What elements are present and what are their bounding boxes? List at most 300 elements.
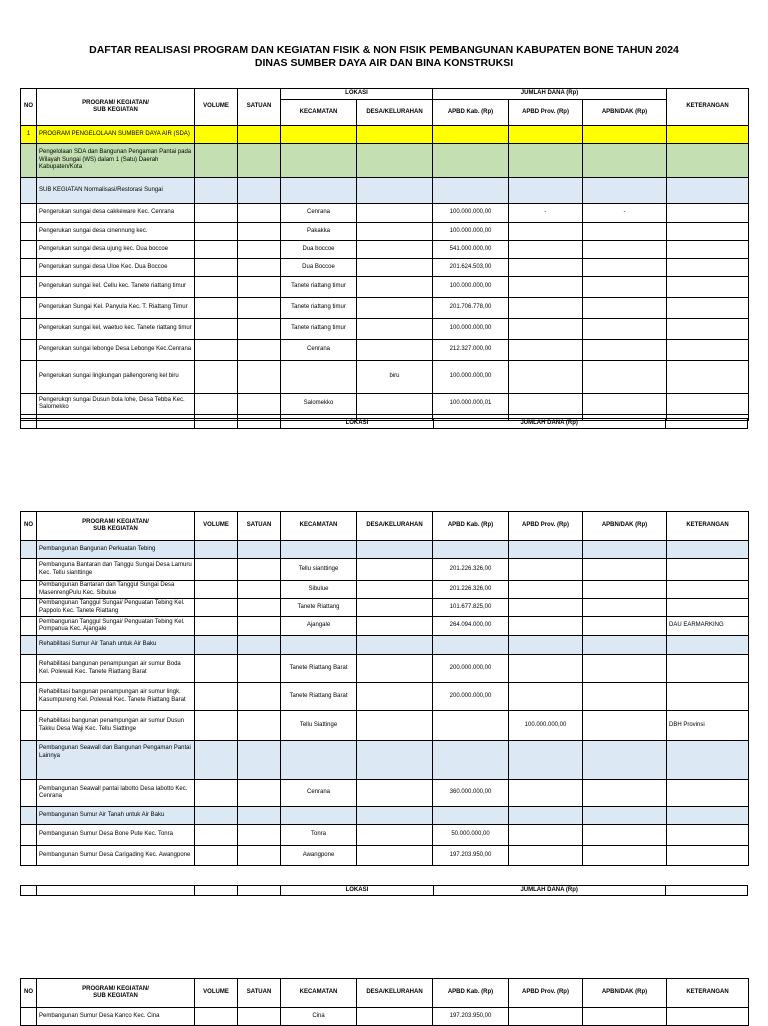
volume-cell	[195, 541, 238, 559]
row-number-cell	[21, 846, 37, 866]
desa-cell	[357, 780, 433, 807]
program-cell: Pembangunan Sumur Desa Bone Pute Kec. Tonra	[37, 825, 195, 846]
keterangan-cell	[667, 319, 749, 340]
keterangan-cell	[667, 780, 749, 807]
keterangan-cell	[667, 599, 749, 617]
kecamatan-cell: Tanete Riattang Barat	[281, 683, 357, 711]
col-header-no: NO	[21, 512, 37, 541]
desa-cell	[357, 807, 433, 825]
apbd-kab-cell	[433, 741, 509, 780]
kecamatan-cell	[281, 541, 357, 559]
apbn-cell	[583, 1008, 667, 1026]
program-cell: Pembanguna Bantaran dan Tanggu Sungai Desa Lamuru Kec. Tellu sianttinge	[37, 559, 195, 581]
program-cell: Pembangunan Sumur Desa Carigading Kec. Awangpone	[37, 846, 195, 866]
satuan-cell	[238, 277, 281, 298]
volume-cell	[195, 298, 238, 319]
program-cell: Pengerukan sungai desa cakkeware Kec. Cenrana	[37, 204, 195, 223]
program-cell: Rehabilitasi bangunan penampungan air sumur Dusun Takku Desa Waji Kec. Tellu Siattinge	[37, 711, 195, 741]
table-row	[21, 1008, 749, 1026]
col-header-volume: VOLUME	[195, 979, 238, 1008]
col-header-keterangan: KETERANGAN	[667, 89, 749, 126]
program-cell: Pengerukqn sungai Dusun bola lohe, Desa Tebba Kec. Salomekko	[37, 394, 195, 415]
table-row	[21, 144, 749, 178]
satuan-cell	[238, 599, 281, 617]
volume-cell	[195, 807, 238, 825]
apbd-prov-cell	[509, 655, 583, 683]
apbd-kab-cell	[433, 807, 509, 825]
program-cell: Rehabilitasi Sumur Air Tanah untuk Air Baku	[37, 636, 195, 655]
program-cell: Rehabilitasi bangunan penampungan air sumur lingk. Kasumpureng Kel. Polewali Kec. Tanete Riattang Barat	[37, 683, 195, 711]
row-number-cell	[21, 178, 37, 204]
desa-cell	[357, 559, 433, 581]
desa-cell	[357, 825, 433, 846]
volume-cell	[195, 223, 238, 241]
row-number-cell	[21, 204, 37, 223]
keterangan-cell	[667, 223, 749, 241]
col-header-satuan: SATUAN	[238, 89, 281, 126]
kecamatan-cell: Tanete riattang timur	[281, 319, 357, 340]
keterangan-cell	[667, 204, 749, 223]
kecamatan-cell: Tanete Riattang	[281, 599, 357, 617]
apbd-prov-cell	[509, 298, 583, 319]
kecamatan-cell: Tonra	[281, 825, 357, 846]
apbd-kab-cell: 200.000.000,00	[433, 655, 509, 683]
row-number-cell	[21, 683, 37, 711]
strip-cell	[195, 419, 238, 429]
col-header-apbn: APBN/DAK (Rp)	[583, 979, 667, 1008]
realization-table-1	[20, 88, 749, 421]
desa-cell	[357, 741, 433, 780]
desa-cell	[357, 144, 433, 178]
row-number-cell	[21, 541, 37, 559]
satuan-cell	[238, 223, 281, 241]
kecamatan-cell: Tanete riattang timur	[281, 298, 357, 319]
volume-cell	[195, 599, 238, 617]
program-cell: Pembangunan Sumur Air Tanah untuk Air Baku	[37, 807, 195, 825]
col-header-no: NO	[21, 979, 37, 1008]
volume-cell	[195, 1008, 238, 1026]
kecamatan-cell: Tellu Siattinge	[281, 711, 357, 741]
apbd-kab-cell: 100.000.000,00	[433, 277, 509, 298]
program-cell: PROGRAM PENGELOLAAN SUMBER DAYA AIR (SDA)	[37, 126, 195, 144]
volume-cell	[195, 361, 238, 394]
desa-cell	[357, 617, 433, 636]
apbd-prov-cell	[509, 846, 583, 866]
satuan-cell	[238, 144, 281, 178]
keterangan-cell: DAU EARMARKING	[667, 617, 749, 636]
table-row	[21, 846, 749, 866]
kecamatan-cell: Tellu sianttinge	[281, 559, 357, 581]
keterangan-cell	[667, 241, 749, 259]
apbd-prov-cell	[509, 144, 583, 178]
apbd-kab-cell: 201.226.326,00	[433, 559, 509, 581]
apbd-kab-cell	[433, 541, 509, 559]
keterangan-cell	[667, 683, 749, 711]
apbd-prov-cell	[509, 599, 583, 617]
desa-cell	[357, 241, 433, 259]
satuan-cell	[238, 683, 281, 711]
col-header-no: NO	[21, 89, 37, 126]
apbd-prov-cell	[509, 741, 583, 780]
apbd-prov-cell: 100.000.000,00	[509, 711, 583, 741]
apbn-cell	[583, 825, 667, 846]
volume-cell	[195, 204, 238, 223]
apbd-prov-cell	[509, 581, 583, 599]
strip-jumlah-dana-label: JUMLAH DANA (Rp)	[433, 419, 665, 429]
strip-cell	[37, 886, 195, 896]
desa-cell	[357, 204, 433, 223]
table-row	[21, 298, 749, 319]
apbd-prov-cell	[509, 807, 583, 825]
row-number-cell	[21, 144, 37, 178]
satuan-cell	[238, 126, 281, 144]
keterangan-cell	[667, 361, 749, 394]
apbd-kab-cell	[433, 144, 509, 178]
desa-cell	[357, 1008, 433, 1026]
satuan-cell	[238, 825, 281, 846]
kecamatan-cell: Awangpone	[281, 846, 357, 866]
desa-cell	[357, 126, 433, 144]
apbn-cell	[583, 683, 667, 711]
apbn-cell	[583, 599, 667, 617]
kecamatan-cell: Dua boccoe	[281, 241, 357, 259]
apbn-cell: -	[583, 204, 667, 223]
apbd-kab-cell: 200.000.000,00	[433, 683, 509, 711]
program-cell: SUB KEGIATAN Normalisasi/Restorasi Sungai	[37, 178, 195, 204]
kecamatan-cell: Ajangale	[281, 617, 357, 636]
volume-cell	[195, 617, 238, 636]
program-cell: Pembangunan Seawall dan Bangunan Pengaman Pantai Lainnya	[37, 741, 195, 780]
apbn-cell	[583, 711, 667, 741]
table-row	[21, 361, 749, 394]
apbd-kab-cell: 100.000.000,00	[433, 361, 509, 394]
apbd-kab-cell: 360.000.000,00	[433, 780, 509, 807]
row-number-cell	[21, 277, 37, 298]
table-row	[21, 581, 749, 599]
row-number-cell	[21, 581, 37, 599]
row-number-cell	[21, 711, 37, 741]
kecamatan-cell: Tanete Riattang Barat	[281, 655, 357, 683]
strip-cell	[195, 886, 238, 896]
document-title-line-1: DAFTAR REALISASI PROGRAM DAN KEGIATAN FISIK & NON FISIK PEMBANGUNAN KABUPATEN BONE TAHUN 2024	[89, 44, 679, 56]
row-number-cell	[21, 259, 37, 277]
volume-cell	[195, 340, 238, 361]
volume-cell	[195, 825, 238, 846]
kecamatan-cell: Pakakka	[281, 223, 357, 241]
table-row	[21, 241, 749, 259]
keterangan-cell	[667, 846, 749, 866]
desa-cell	[357, 711, 433, 741]
realization-table-2	[20, 511, 749, 866]
col-header-apbd-prov: APBD Prov. (Rp)	[509, 512, 583, 541]
apbn-cell	[583, 361, 667, 394]
table-row	[21, 599, 749, 617]
col-header-apbd-prov: APBD Prov. (Rp)	[509, 100, 583, 126]
kecamatan-cell: Cenrana	[281, 780, 357, 807]
satuan-cell	[238, 361, 281, 394]
col-header-apbn: APBN/DAK (Rp)	[583, 100, 667, 126]
apbn-cell	[583, 319, 667, 340]
apbd-kab-cell: 197.203.950,00	[433, 846, 509, 866]
desa-cell	[357, 581, 433, 599]
program-header-label: PROGRAM/ KEGIATAN/ SUB KEGIATAN	[82, 99, 149, 113]
strip-cell	[665, 419, 747, 429]
volume-cell	[195, 711, 238, 741]
keterangan-cell	[667, 178, 749, 204]
volume-cell	[195, 241, 238, 259]
volume-cell	[195, 277, 238, 298]
apbd-kab-cell	[433, 126, 509, 144]
col-header-desa: DESA/KELURAHAN	[357, 512, 433, 541]
col-header-volume: VOLUME	[195, 512, 238, 541]
table-row	[21, 807, 749, 825]
program-cell: Pembangunan Seawall pantai labotto Desa labotto Kec. Cenrana	[37, 780, 195, 807]
satuan-cell	[238, 741, 281, 780]
program-cell: Pembangunan Sumur Desa Kanco Kec. Cina	[37, 1008, 195, 1026]
apbd-kab-cell	[433, 178, 509, 204]
table-row	[21, 277, 749, 298]
keterangan-cell	[667, 259, 749, 277]
program-header-label: PROGRAM/ KEGIATAN/ SUB KEGIATAN	[82, 518, 149, 532]
apbd-kab-cell: 197.203.950,00	[433, 1008, 509, 1026]
col-header-desa: DESA/KELURAHAN	[357, 979, 433, 1008]
apbd-prov-cell	[509, 541, 583, 559]
apbd-kab-cell: 201.624.503,00	[433, 259, 509, 277]
apbd-prov-cell	[509, 1008, 583, 1026]
document-title-line-2: DINAS SUMBER DAYA AIR DAN BINA KONSTRUKSI	[254, 57, 514, 69]
volume-cell	[195, 319, 238, 340]
apbd-kab-cell: 101.677.825,00	[433, 599, 509, 617]
satuan-cell	[238, 298, 281, 319]
table-header-row	[21, 979, 749, 1008]
table-header-row	[21, 512, 749, 541]
kecamatan-cell: Tanete riattang timur	[281, 277, 357, 298]
col-header-satuan: SATUAN	[238, 979, 281, 1008]
program-cell: Pembangunan Tanggul Sungai/ Penguatan Tebing Kel. Pappolo Kec. Tanete Riattang	[37, 599, 195, 617]
satuan-cell	[238, 204, 281, 223]
volume-cell	[195, 683, 238, 711]
table-row	[21, 617, 749, 636]
satuan-cell	[238, 541, 281, 559]
apbd-prov-cell	[509, 319, 583, 340]
apbn-cell	[583, 223, 667, 241]
row-number-cell	[21, 780, 37, 807]
table-row	[21, 683, 749, 711]
apbd-kab-cell: 264.094.000,00	[433, 617, 509, 636]
volume-cell	[195, 178, 238, 204]
kecamatan-cell	[281, 144, 357, 178]
strip-row	[21, 419, 748, 429]
program-cell: Pembangunan Tanggul Sungai/ Penguatan Tebing Kel. Pompanua Kec. Ajangale	[37, 617, 195, 636]
program-cell: Pengerukan sungai lingkungan pallengoreng kel biru	[37, 361, 195, 394]
keterangan-cell	[667, 277, 749, 298]
col-header-kecamatan: KECAMATAN	[281, 512, 357, 541]
apbd-prov-cell	[509, 780, 583, 807]
realization-table-3	[20, 978, 749, 1026]
table-row	[21, 394, 749, 415]
kecamatan-cell: Cina	[281, 1008, 357, 1026]
volume-cell	[195, 259, 238, 277]
apbd-prov-cell	[509, 126, 583, 144]
apbn-cell	[583, 298, 667, 319]
satuan-cell	[238, 581, 281, 599]
keterangan-cell	[667, 126, 749, 144]
apbd-prov-cell	[509, 277, 583, 298]
apbd-kab-cell: 201.226.326,00	[433, 581, 509, 599]
col-header-program	[37, 512, 195, 541]
desa-cell	[357, 259, 433, 277]
apbd-prov-cell	[509, 683, 583, 711]
program-cell: Pengerukan Sungai Kel. Panyula Kec. T. Riattang Timur	[37, 298, 195, 319]
apbn-cell	[583, 541, 667, 559]
satuan-cell	[238, 559, 281, 581]
apbd-prov-cell	[509, 559, 583, 581]
program-cell: Rehabilitasi bangunan penampungan air sumur Boda Kel. Polewali Kec. Tanete Riattang Barat	[37, 655, 195, 683]
program-cell: Pembangunan Bangunan Perkuatan Tebing	[37, 541, 195, 559]
volume-cell	[195, 581, 238, 599]
satuan-cell	[238, 319, 281, 340]
keterangan-cell	[667, 144, 749, 178]
col-header-volume: VOLUME	[195, 89, 238, 126]
apbd-prov-cell	[509, 241, 583, 259]
program-cell: Pengerukan sungai desa Uloe Kec. Dua Boccoe	[37, 259, 195, 277]
continuation-header-strip-1	[20, 418, 748, 429]
apbd-kab-cell: 100.000.000,01	[433, 394, 509, 415]
apbn-cell	[583, 559, 667, 581]
program-cell: Pengerukan sungai desa cinennung kec.	[37, 223, 195, 241]
kecamatan-cell	[281, 636, 357, 655]
satuan-cell	[238, 1008, 281, 1026]
desa-cell	[357, 298, 433, 319]
apbd-prov-cell	[509, 825, 583, 846]
volume-cell	[195, 655, 238, 683]
row-number-cell	[21, 223, 37, 241]
kecamatan-cell: Sibulue	[281, 581, 357, 599]
strip-cell	[238, 886, 281, 896]
col-header-lokasi: LOKASI	[281, 89, 433, 100]
desa-cell	[357, 636, 433, 655]
satuan-cell	[238, 241, 281, 259]
continuation-header-strip-2	[20, 885, 748, 896]
strip-lokasi-label: LOKASI	[281, 419, 433, 429]
apbd-kab-cell: 212.327.000,00	[433, 340, 509, 361]
desa-cell	[357, 655, 433, 683]
kecamatan-cell	[281, 126, 357, 144]
satuan-cell	[238, 780, 281, 807]
keterangan-cell	[667, 1008, 749, 1026]
row-number-cell	[21, 241, 37, 259]
kecamatan-cell: Dua Boccoe	[281, 259, 357, 277]
volume-cell	[195, 846, 238, 866]
row-number-cell	[21, 599, 37, 617]
apbn-cell	[583, 277, 667, 298]
table-row	[21, 741, 749, 780]
table-row	[21, 559, 749, 581]
program-header-label: PROGRAM/ KEGIATAN/ SUB KEGIATAN	[82, 985, 149, 999]
row-number-cell	[21, 559, 37, 581]
strip-cell	[21, 886, 37, 896]
keterangan-cell	[667, 581, 749, 599]
desa-cell	[357, 541, 433, 559]
desa-cell	[357, 277, 433, 298]
strip-jumlah-dana-label: JUMLAH DANA (Rp)	[433, 886, 665, 896]
apbd-kab-cell: 100.000.000,00	[433, 319, 509, 340]
apbd-kab-cell: 100.000.000,00	[433, 223, 509, 241]
apbn-cell	[583, 780, 667, 807]
strip-cell	[37, 419, 195, 429]
keterangan-cell: DBH Provinsi	[667, 711, 749, 741]
strip-lokasi-label: LOKASI	[281, 886, 433, 896]
apbd-kab-cell: 201.706.778,00	[433, 298, 509, 319]
apbn-cell	[583, 259, 667, 277]
row-number-cell	[21, 298, 37, 319]
keterangan-cell	[667, 340, 749, 361]
apbd-kab-cell	[433, 711, 509, 741]
row-number-cell	[21, 807, 37, 825]
table-row	[21, 223, 749, 241]
strip-cell	[665, 886, 747, 896]
apbd-prov-cell	[509, 361, 583, 394]
apbn-cell	[583, 144, 667, 178]
desa-cell: biru	[357, 361, 433, 394]
table-row	[21, 126, 749, 144]
strip-cell	[238, 419, 281, 429]
col-header-program	[37, 979, 195, 1008]
apbd-prov-cell	[509, 617, 583, 636]
col-header-apbn: APBN/DAK (Rp)	[583, 512, 667, 541]
row-number-cell	[21, 319, 37, 340]
row-number-cell	[21, 741, 37, 780]
satuan-cell	[238, 807, 281, 825]
row-number-cell	[21, 617, 37, 636]
table-row	[21, 636, 749, 655]
table-row	[21, 178, 749, 204]
apbd-kab-cell: 50.000.000,00	[433, 825, 509, 846]
col-header-keterangan: KETERANGAN	[667, 979, 749, 1008]
col-header-keterangan: KETERANGAN	[667, 512, 749, 541]
volume-cell	[195, 780, 238, 807]
table-row	[21, 340, 749, 361]
strip-row	[21, 886, 748, 896]
apbd-prov-cell	[509, 636, 583, 655]
row-number-cell	[21, 340, 37, 361]
table-header-row	[21, 89, 749, 100]
kecamatan-cell	[281, 178, 357, 204]
desa-cell	[357, 394, 433, 415]
kecamatan-cell: Cenrana	[281, 204, 357, 223]
desa-cell	[357, 846, 433, 866]
apbn-cell	[583, 394, 667, 415]
apbn-cell	[583, 340, 667, 361]
apbn-cell	[583, 178, 667, 204]
program-cell: Pengelolaan SDA dan Bangunan Pengaman Pantai pada Wilayah Sungai (WS) dalam 1 (Satu) Daerah Kabupaten/Kota	[37, 144, 195, 178]
apbd-kab-cell: 541.000.000,00	[433, 241, 509, 259]
kecamatan-cell: Cenrana	[281, 340, 357, 361]
volume-cell	[195, 144, 238, 178]
volume-cell	[195, 741, 238, 780]
table-row	[21, 655, 749, 683]
keterangan-cell	[667, 825, 749, 846]
row-number-cell	[21, 825, 37, 846]
satuan-cell	[238, 636, 281, 655]
satuan-cell	[238, 259, 281, 277]
desa-cell	[357, 223, 433, 241]
row-number-cell	[21, 636, 37, 655]
apbn-cell	[583, 807, 667, 825]
apbd-prov-cell	[509, 394, 583, 415]
apbd-kab-cell: 100.000.000,00	[433, 204, 509, 223]
program-cell: Pengerukan sungai kel. Cellu kec. Tanete riattang timur	[37, 277, 195, 298]
